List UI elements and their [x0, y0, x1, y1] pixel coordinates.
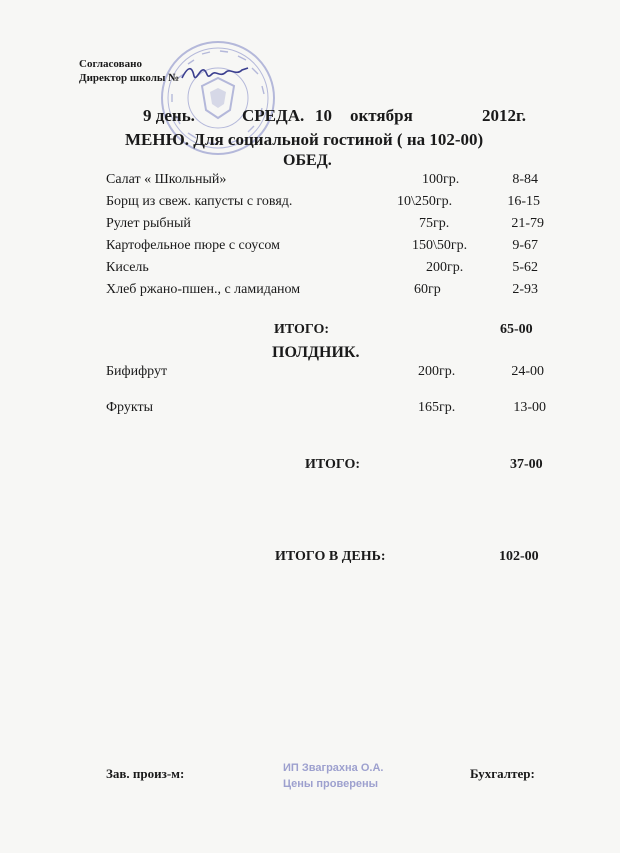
- month: октября: [350, 106, 413, 125]
- weekday: СРЕДА.: [242, 106, 305, 125]
- stamp-line-2: Цены проверены: [283, 778, 379, 790]
- lunch-total-value: 65-00: [500, 322, 533, 337]
- snack-total-value: 37-00: [510, 457, 543, 472]
- day-total-value: 102-00: [499, 549, 539, 564]
- stamp-line-1: ИП Зваграхна О.А.: [283, 762, 384, 774]
- day-total-label: ИТОГО В ДЕНЬ:: [275, 549, 386, 564]
- accountant-label: Бухгалтер:: [470, 766, 535, 781]
- list-item: Кисель 200гр. 5-62: [106, 260, 538, 275]
- price-check-stamp: [283, 760, 403, 792]
- date-day: 10: [315, 106, 332, 125]
- list-item: Рулет рыбный 75гр. 21-79: [106, 216, 544, 231]
- day-number: 9 день.: [143, 106, 195, 125]
- snack-title: ПОЛДНИК.: [272, 344, 360, 361]
- list-item: Салат « Школьный» 100гр. 8-84: [106, 172, 538, 187]
- year: 2012г.: [482, 106, 527, 125]
- signature-icon: [180, 62, 250, 84]
- list-item: Фрукты 165гр. 13-00: [106, 400, 546, 415]
- list-item: Хлеб ржано-пшен., с ламиданом 60гр 2-93: [106, 282, 538, 297]
- menu-title: МЕНЮ. Для социальной гостиной ( на 102-00): [125, 130, 484, 149]
- lunch-title: ОБЕД.: [283, 152, 332, 169]
- lunch-total-label: ИТОГО:: [274, 322, 330, 337]
- list-item: Борщ из свеж. капусты с говяд. 10\250гр. 16-15: [106, 194, 540, 209]
- director-label: Директор школы №: [79, 72, 180, 84]
- snack-total-label: ИТОГО:: [305, 457, 361, 472]
- list-item: Картофельное пюре с соусом 150\50гр. 9-67: [106, 238, 538, 253]
- production-manager-label: Зав. произ-м:: [106, 766, 185, 781]
- approval-label: Согласовано: [79, 58, 142, 70]
- approval-block: [79, 57, 179, 85]
- list-item: Бифифрут 200гр. 24-00: [106, 364, 544, 379]
